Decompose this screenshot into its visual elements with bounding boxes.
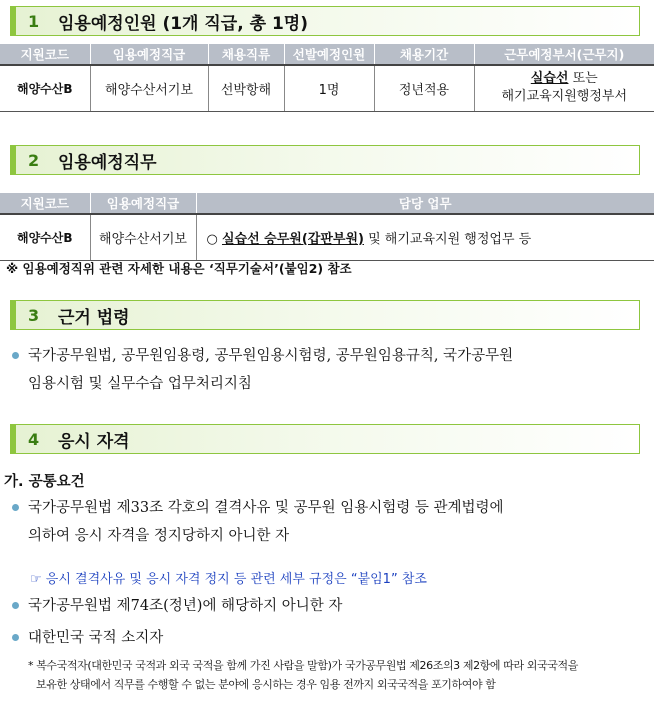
section-1-number: 1 — [28, 11, 40, 31]
section-2-title: 임용예정직무 — [58, 152, 157, 173]
dept-line2: 해기교육지원행정부서 — [501, 89, 628, 105]
law-bullet — [12, 342, 642, 398]
count-cell: 1명 — [284, 65, 374, 111]
dept-underlined: 실습선 — [530, 71, 569, 87]
grade-cell: 해양수산서기보 — [90, 65, 208, 111]
header-cell: 지원코드 — [0, 193, 90, 214]
section-3-header — [10, 300, 640, 330]
header-cell: 선발예정인원 — [284, 44, 374, 65]
requirement-3-text: 대한민국 국적 소지자 — [28, 630, 164, 646]
table-header-row — [0, 44, 654, 65]
section-1-title: 임용예정인원 (1개 직급, 총 1명) — [58, 13, 308, 34]
header-cell: 채용기간 — [374, 44, 474, 65]
requirement-2-text: 국가공무원법 제74조(정년)에 해당하지 아니한 자 — [28, 598, 343, 614]
table-row — [0, 65, 654, 111]
requirement-1-line-1: 국가공무원법 제33조 각호의 결격사유 및 공무원 임용시험령 등 관계법령에 — [28, 500, 504, 516]
bullet-dot-icon — [12, 352, 19, 359]
grade-cell: 해양수산서기보 — [90, 214, 196, 260]
section-2-number: 2 — [28, 150, 40, 170]
requirement-1-line-2: 의하여 응시 자격을 정지당하지 아니한 자 — [28, 528, 290, 544]
requirement-bullet-2 — [12, 592, 642, 620]
bullet-dot-icon — [12, 602, 19, 609]
header-cell: 채용직류 — [208, 44, 284, 65]
section-2-header — [10, 145, 640, 175]
header-cell: 임용예정직급 — [90, 44, 208, 65]
dept-cell — [474, 65, 654, 111]
header-cell: 근무예정부서(근무지) — [474, 44, 654, 65]
section-4-title: 응시 자격 — [58, 431, 130, 452]
code-cell: 해양수산B — [0, 214, 90, 260]
field-cell: 선박항해 — [208, 65, 284, 111]
duty-underlined: 실습선 승무원(갑판부원) — [221, 231, 364, 247]
requirement-bullet-3 — [12, 624, 642, 652]
recruitment-table — [0, 44, 654, 112]
dual-citizenship-line-2: 보유한 상태에서 직무를 수행할 수 없는 분야에 응시하는 경우 임용 전까지 외국국적을 포기하여야 함 — [36, 678, 496, 691]
header-cell: 지원코드 — [0, 44, 90, 65]
section-3-number: 3 — [28, 305, 40, 325]
section-3-title: 근거 법령 — [58, 307, 130, 328]
header-cell: 담당 업무 — [196, 193, 654, 214]
bullet-dot-icon — [12, 634, 19, 641]
duty-rest: 및 해기교육지원 행정업무 등 — [363, 231, 532, 247]
duty-prefix: ○ — [206, 231, 218, 247]
bullet-dot-icon — [12, 504, 19, 511]
dual-citizenship-line-1: * 복수국적자(대한민국 국적과 외국 국적을 함께 가진 사람을 말함)가 국가공무원법 제26조의3 제2항에 따라 외국국적을 — [28, 659, 578, 672]
requirement-bullet-1 — [12, 494, 642, 550]
section-4-header — [10, 424, 640, 454]
table-header-row — [0, 193, 654, 214]
table-row — [0, 214, 654, 260]
duty-note: ※ 임용예정직위 관련 자세한 내용은 ‘직무기술서’(붙임2) 참조 — [6, 261, 352, 276]
duty-table — [0, 193, 654, 261]
code-cell: 해양수산B — [0, 65, 90, 111]
dept-rest: 또는 — [568, 71, 598, 87]
header-cell: 임용예정직급 — [90, 193, 196, 214]
requirement-1-note: ☞ 응시 결격사유 및 응시 자격 정지 등 관련 세부 규정은 “붙임1” 참조 — [30, 572, 427, 587]
section-1-header — [10, 6, 640, 36]
dual-citizenship-note — [28, 656, 648, 694]
law-line-1: 국가공무원법, 공무원임용령, 공무원임용시험령, 공무원임용규칙, 국가공무원 — [28, 348, 514, 364]
section-4-number: 4 — [28, 429, 40, 449]
duty-cell — [196, 214, 654, 260]
law-line-2: 임용시험 및 실무수습 업무처리지침 — [28, 376, 252, 392]
common-requirements-heading: 가. 공통요건 — [4, 474, 85, 490]
period-cell: 정년적용 — [374, 65, 474, 111]
